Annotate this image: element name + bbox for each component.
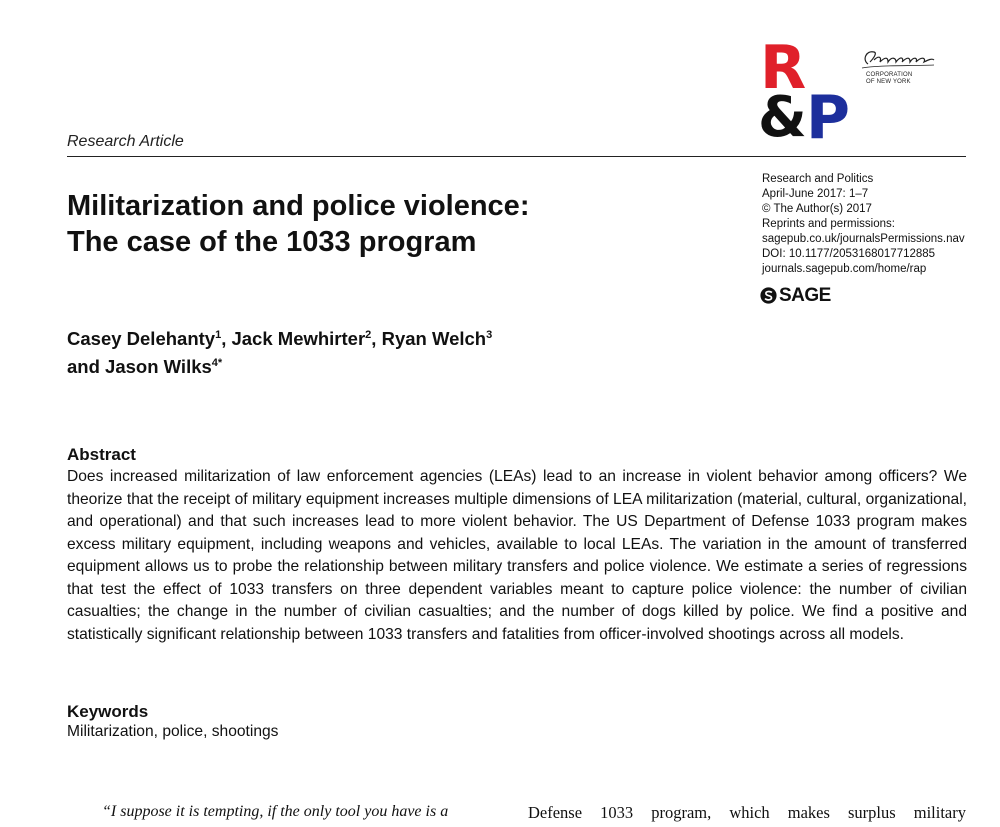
journal-info — [762, 172, 965, 277]
carnegie-sub-line-2: OF NEW YORK — [866, 79, 911, 85]
article-type: Research Article — [67, 133, 184, 150]
abstract-text: Does increased militarization of law enforcement agencies (LEAs) lead to an increase in violent behavior among officers? We theorize that the receipt of military equipment increases multiple dimensions of LEA militarization (material, cultural, organizational, and operational) and that such increases lead to more violent behavior. The US Department of Defense 1033 program makes excess military equipment, including weapons and vehicles, available to local LEAs. The variation in the amount of transferred equipment allows us to probe the relationship between military transfers and police violence. We estimate a series of regressions that test the effect of 1033 transfers on three dependent variables meant to capture police violence: the number of civilian casualties; the change in the number of civilian casualties; and the number of dogs killed by police. We find a positive and statistically significant relationship between 1033 transfers and fatalities from officer-involved shootings across all models. — [67, 468, 967, 643]
sage-wordmark: SAGE — [779, 285, 831, 306]
rp-logo — [758, 33, 860, 153]
body-text-column: Defense 1033 program, which makes surplus military — [528, 803, 966, 822]
epigraph-quote: “I suppose it is tempting, if the only tool you have is a — [102, 803, 449, 820]
title-line-2: The case of the 1033 program — [67, 226, 477, 258]
author-conjunction: and — [67, 356, 106, 377]
permissions-link[interactable]: sagepub.co.uk/journalsPermissions.nav — [762, 233, 965, 245]
affiliation-marker: 4* — [211, 357, 223, 369]
carnegie-logo — [858, 46, 938, 90]
carnegie-subtitle — [866, 72, 912, 86]
keywords-heading: Keywords — [67, 702, 149, 721]
author-name[interactable]: Ryan Welch — [381, 328, 487, 349]
sage-s-icon — [760, 287, 777, 304]
doi[interactable]: DOI: 10.1177/2053168017712885 — [762, 248, 936, 260]
author-separator: , — [371, 328, 382, 349]
author-name[interactable]: Casey Delehanty — [67, 328, 216, 349]
affiliation-marker: 1 — [215, 329, 222, 341]
journal-issue: April-June 2017: 1–7 — [762, 188, 869, 200]
author-list — [67, 325, 492, 381]
logo-letter-p: P — [806, 83, 850, 153]
sage-logo — [760, 286, 831, 305]
reprints-label: Reprints and permissions: — [762, 218, 895, 230]
affiliation-marker: 2 — [365, 329, 372, 341]
copyright: © The Author(s) 2017 — [762, 203, 872, 215]
journal-url[interactable]: journals.sagepub.com/home/rap — [762, 263, 927, 275]
carnegie-signature-icon — [858, 46, 938, 74]
carnegie-sub-line-1: CORPORATION — [866, 72, 913, 78]
logo-ampersand: & — [758, 85, 807, 150]
article-title — [67, 188, 529, 260]
author-name[interactable]: Jason Wilks — [105, 356, 212, 377]
author-separator: , — [221, 328, 232, 349]
keywords-text: Militarization, police, shootings — [67, 723, 279, 740]
title-line-1: Militarization and police violence: — [67, 190, 530, 222]
logo-letter-r: R — [760, 33, 807, 103]
affiliation-marker: 3 — [486, 329, 493, 341]
author-name[interactable]: Jack Mewhirter — [231, 328, 366, 349]
journal-name: Research and Politics — [762, 173, 874, 185]
header-divider — [67, 156, 966, 157]
abstract-heading: Abstract — [67, 445, 136, 464]
